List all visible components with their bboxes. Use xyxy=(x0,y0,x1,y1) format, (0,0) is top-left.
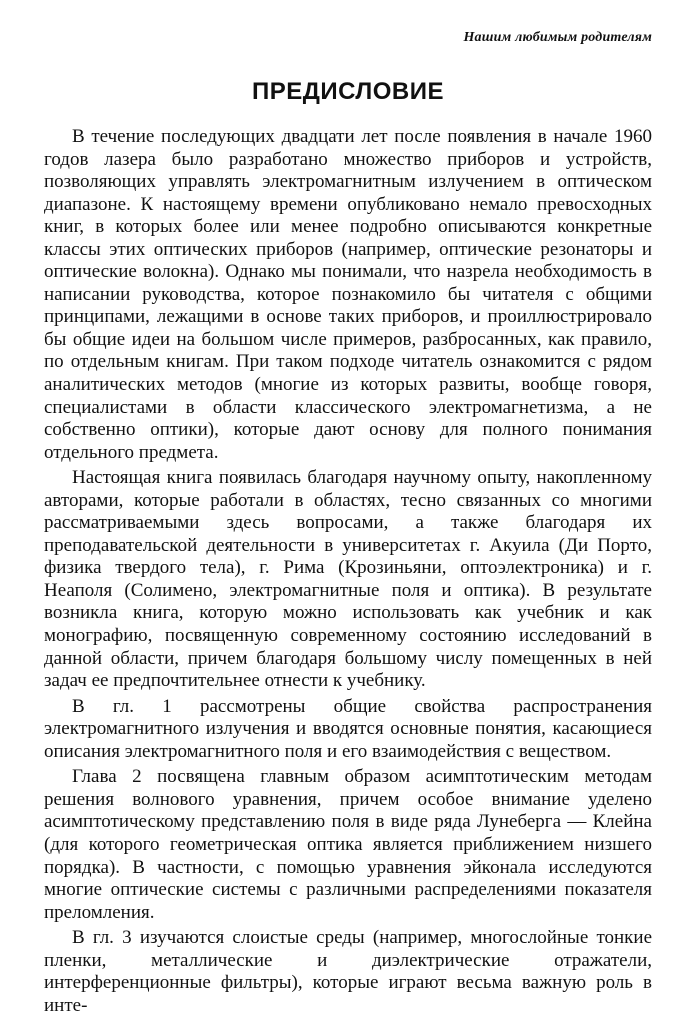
paragraph-3: В гл. 1 рассмотрены общие свойства распространения электромагнитного излучения и вводятся основные понятия, касающиеся описания электромагнитного поля и его взаимодействия с веществом. xyxy=(44,695,652,762)
paragraph-1: В течение последующих двадцати лет после появления в начале 1960 годов лазера было разработано множество приборов и устройств, позволяющих управлять электромагнитным излучением в оптическом диапазоне. К настоящему времени опубликовано немало превосходных книг, в которых более или менее подробно описываются конкретные классы этих оптических приборов (например, оптические резонаторы и оптические волокна). Однако мы понимали, что назрела необходимость в написании руководства, которое познакомило бы читателя с общими принципами, лежащими в основе таких приборов, и проиллюстрировало бы общие идеи на большом числе примеров, разбросанных, как правило, по отдельным книгам. При таком подходе читатель ознакомится с рядом аналитических методов (многие из которых развиты, вообще говоря, специалистами в области классического электромагнетизма, а не собственно оптики), которые дают основу для полного понимания отдельного предмета. xyxy=(44,126,652,463)
paragraph-5: В гл. 3 изучаются слоистые среды (например, многослойные тонкие пленки, металлические и диэлектрические отражатели, интерференционные фильтры), которые играют весьма важную роль в инте- xyxy=(44,927,652,1016)
paragraph-2: Настоящая книга появилась благодаря научному опыту, накопленному авторами, которые работали в областях, тесно связанных со многими рассматриваемыми здесь вопросами, а также благодаря их преподавательской деятельности в университетах г. Акуила (Ди Порто, физика твердого тела), г. Рима (Крозиньяни, оптоэлектроника) и г. Неаполя (Солимено, электромагнитные поля и оптика). В результате возникла книга, которую можно использовать как учебник и как монографию, посвященную современному состоянию исследований в данной области, причем благодаря большому числу помещенных в ней задач ее предпочтительнее отнести к учебнику. xyxy=(44,467,652,692)
paragraph-4: Глава 2 посвящена главным образом асимптотическим методам решения волнового уравнения, причем особое внимание уделено асимптотическому представлению поля в виде ряда Лунеберга — Клейна (для которого геометрическая оптика является приближением низшего порядка). В частности, с помощью уравнения эйконала исследуются многие оптические системы с различными распределениями показателя преломления. xyxy=(44,766,652,923)
preface-body xyxy=(44,126,652,1017)
dedication-epigraph: Нашим любимым родителям xyxy=(463,30,652,45)
page-title: ПРЕДИСЛОВИЕ xyxy=(252,78,444,105)
